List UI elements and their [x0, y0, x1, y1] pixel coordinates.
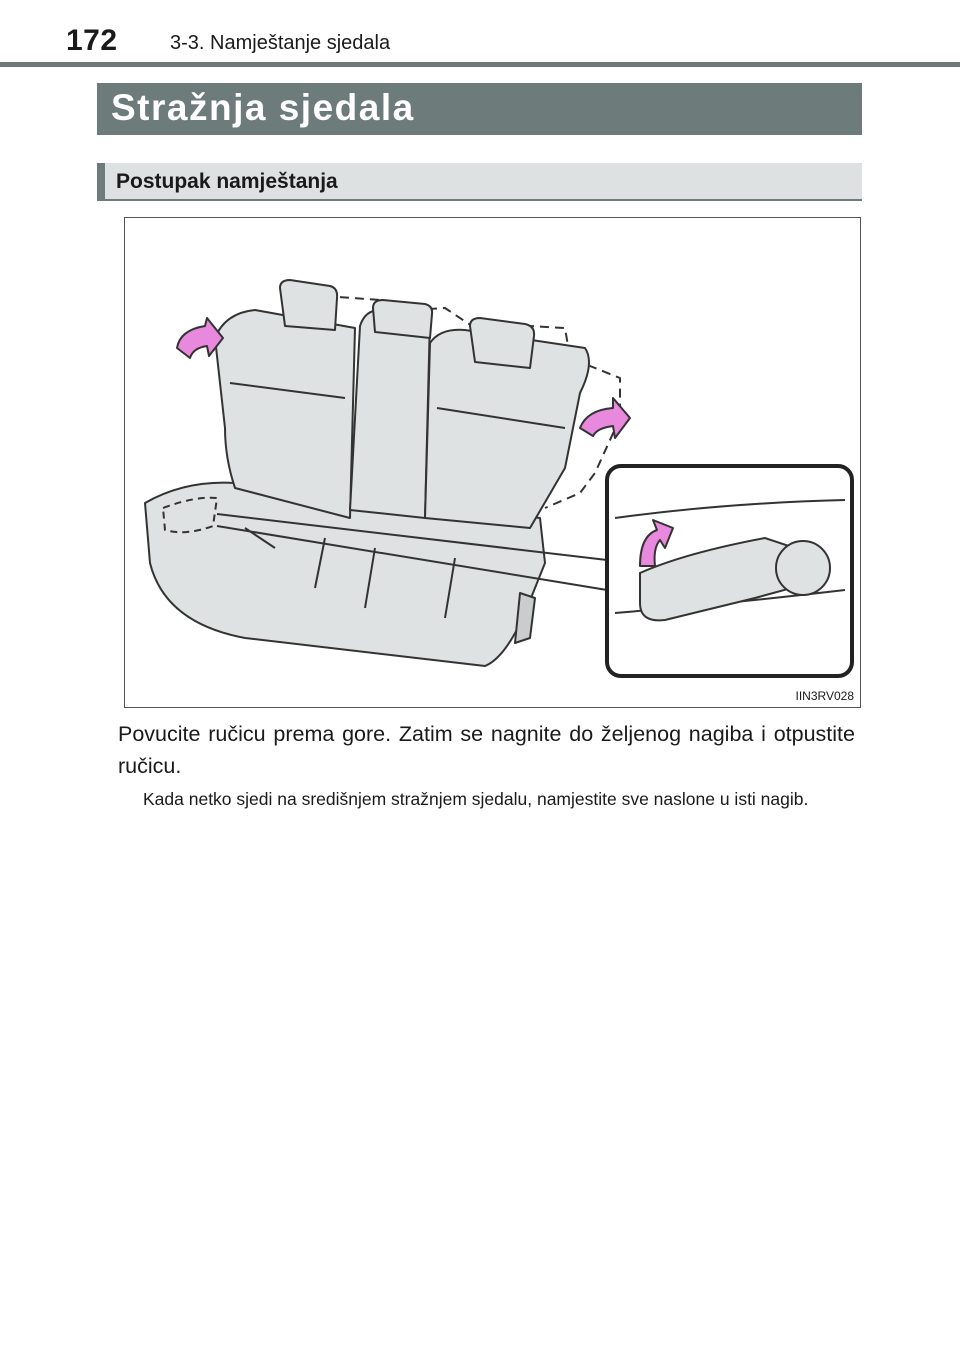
page-title: Stražnja sjedala	[111, 87, 415, 128]
subtitle-accent	[97, 163, 105, 201]
title-bar	[97, 83, 862, 135]
header-rule	[0, 62, 960, 67]
section-title: 3-3. Namještanje sjedala	[170, 32, 391, 54]
instruction-text: Povucite ručicu prema gore. Zatim se nagnite do željenog nagiba i otpustite ručicu.	[118, 722, 855, 778]
note-text: Kada netko sjedi na središnjem stražnjem sjedalu, namjestite sve naslone u isti nagib.	[143, 789, 809, 809]
subtitle-bar	[97, 163, 862, 201]
page-number: 172	[66, 24, 118, 57]
seat-illustration	[124, 217, 861, 708]
rear-seat-drawing	[125, 218, 862, 709]
figure-id: IIN3RV028	[795, 689, 854, 703]
page-header	[0, 0, 960, 70]
subtitle: Postupak namještanja	[116, 170, 338, 193]
